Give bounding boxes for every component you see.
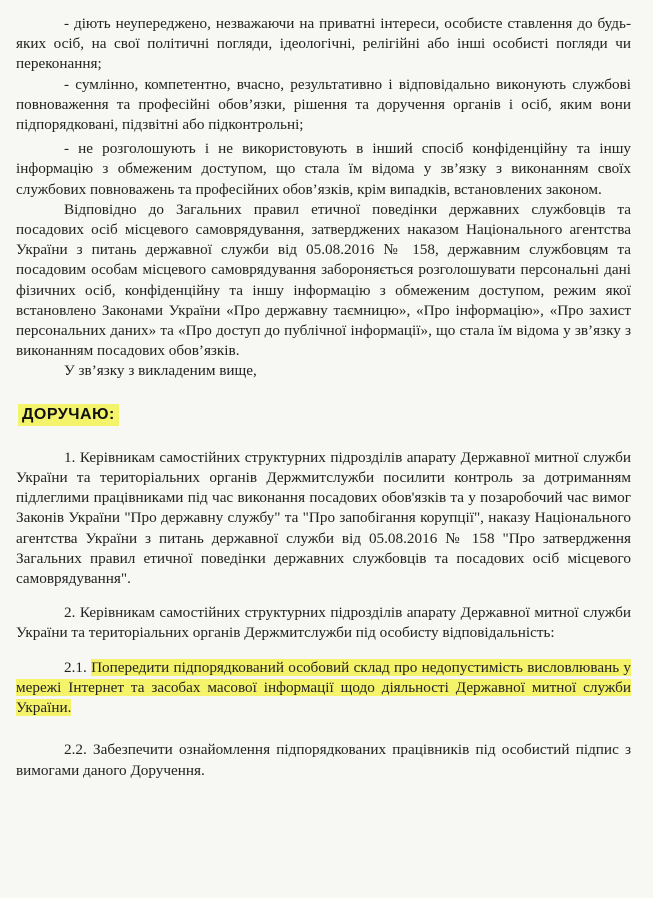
item-2-1-highlighted-text: Попередити підпорядкований особовий склад про недопустимість висловлювань у мережі Інтернет та засобах масової інформації щодо діяльності Державної митної служби України. xyxy=(16,658,632,717)
heading-instruct xyxy=(16,404,631,426)
bullet-confidentiality: - не розголошують і не використовують в інший спосіб конфіденційну та іншу інформацію з обмеженим доступом, що стала їм відома у зв’язку з виконанням своїх службових повноважень та професійних обов’язків, крім випадків, встановлених законом. xyxy=(16,140,631,198)
item-2: 2. Керівникам самостійних структурних підрозділів апарату Державної митної служби України та територіальних органів Держмитслужби під особисту відповідальність: xyxy=(16,604,631,642)
bullet-diligence: - сумлінно, компетентно, вчасно, результативно і відповідально виконують службові повноваження та професійні обов’язки, рішення та доручення органів і осіб, яким вони підпорядковані, підзвітні або підконтрольні; xyxy=(16,75,631,134)
heading-text: ДОРУЧАЮ: xyxy=(18,404,119,426)
item-2-2: 2.2. Забезпечити ознайомлення підпорядкованих працівників під особистий підпис з вимогами даного Доручення. xyxy=(16,741,631,779)
item-2-1-number: 2.1. xyxy=(64,658,87,676)
paragraph-ethics-rules: Відповідно до Загальних правил етичної поведінки державних службовців та посадових осіб місцевого самоврядування, затверджених наказом Національного агентства України з питань державної служби від 05.08.2016 № 158, державним службовцям та посадовим особам місцевого самоврядування забороняється розголошувати персональні дані фізичних осіб, конфіденційну та іншу інформацію з обмеженим доступом, режим якої встановлено Законами України «Про державну таємницю», «Про інформацію», «Про захист персональних даних» та «Про доступ до публічної інформації», що стала їм відома у зв’язку з виконанням посадових обов’язків. xyxy=(16,200,631,360)
bullet-impartiality: - діють неупереджено, незважаючи на приватні інтереси, особисте ставлення до будь-яких осіб, на свої політичні погляди, ідеологічні, релігійні або інші особисті погляди чи переконання; xyxy=(16,15,631,73)
item-1: 1. Керівникам самостійних структурних підрозділів апарату Державної митної служби України та територіальних органів Держмитслужби посилити контроль за дотриманням підлеглими працівниками під час виконання посадових обов'язків та у позаробочий час вимог Законів України "Про державну службу" та "Про запобігання корупції", наказу Національного агентства України з питань державної служби від 05.08.2016 № 158 "Про затвердження Загальних правил етичної поведінки державних службовців та посадових осіб місцевого самоврядування". xyxy=(16,448,631,588)
paragraph-therefore: У зв’язку з викладеним вище, xyxy=(64,362,257,380)
item-2-1 xyxy=(16,658,631,719)
